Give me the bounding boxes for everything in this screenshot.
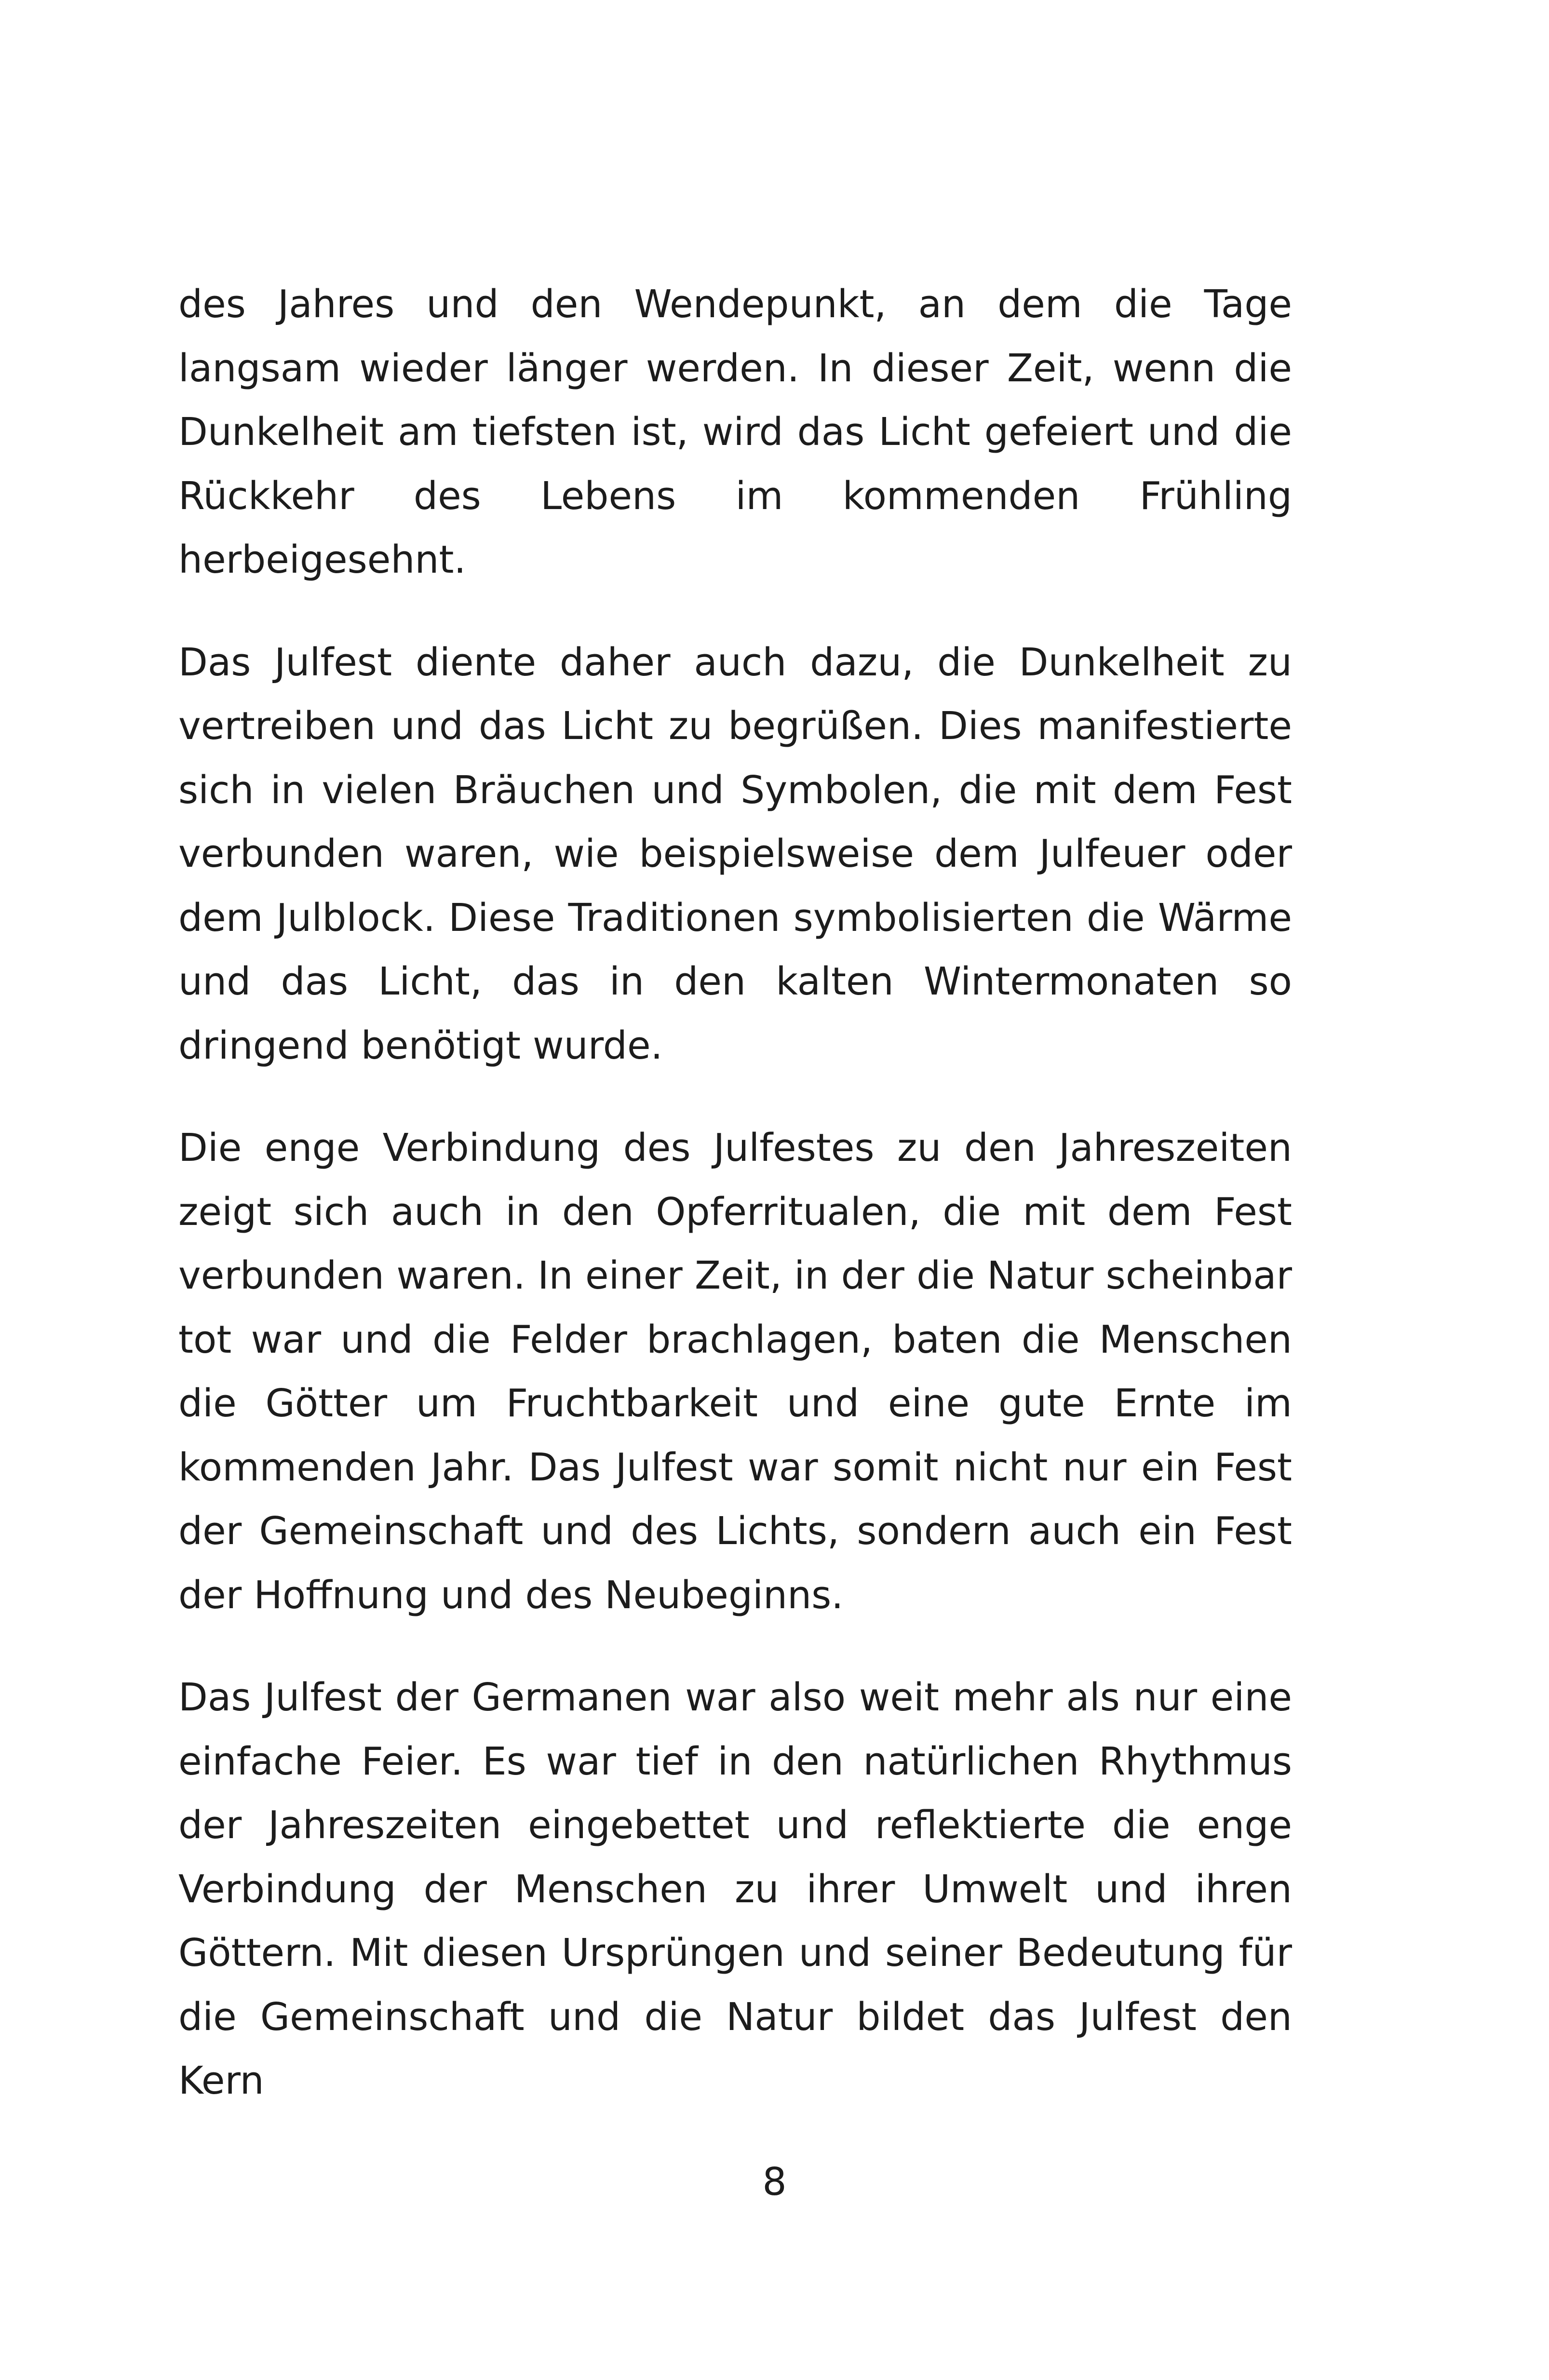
page-number: 8	[762, 2160, 787, 2204]
paragraph: des Jahres und den Wendepunkt, an dem die Tage langsam wieder länger werden. In dieser Zeit, wenn die Dunkelheit am tiefsten ist, wird das Licht gefeiert und die Rückkehr des Lebens im kommenden Frühling herbeigesehnt.	[178, 282, 1292, 582]
paragraph: Das Julfest der Germanen war also weit mehr als nur eine einfache Feier. Es war tief in den natürlichen Rhythmus der Jahreszeiten eingebettet und reflektierte die enge Verbindung der Menschen zu ihrer Umwelt und ihren Göttern. Mit diesen Ursprüngen und seiner Bedeutung für die Gemeinschaft und die Natur bildet das Julfest den Kern	[178, 1675, 1292, 2103]
body-text	[178, 272, 1292, 2113]
paragraph: Die enge Verbindung des Julfestes zu den Jahreszeiten zeigt sich auch in den Opferritualen, die mit dem Fest verbunden waren. In einer Zeit, in der die Natur scheinbar tot war und die Felder brachlagen, baten die Menschen die Götter um Fruchtbarkeit und eine gute Ernte im kommenden Jahr. Das Julfest war somit nicht nur ein Fest der Gemeinschaft und des Lichts, sondern auch ein Fest der Hoffnung und des Neubeginns.	[178, 1126, 1292, 1617]
paragraph: Das Julfest diente daher auch dazu, die Dunkelheit zu vertreiben und das Licht zu begrüßen. Dies manifestierte sich in vielen Bräuchen und Symbolen, die mit dem Fest verbunden waren, wie beispielsweise dem Julfeuer oder dem Julblock. Diese Traditionen symbolisierten die Wärme und das Licht, das in den kalten Wintermonaten so dringend benötigt wurde.	[178, 640, 1292, 1068]
